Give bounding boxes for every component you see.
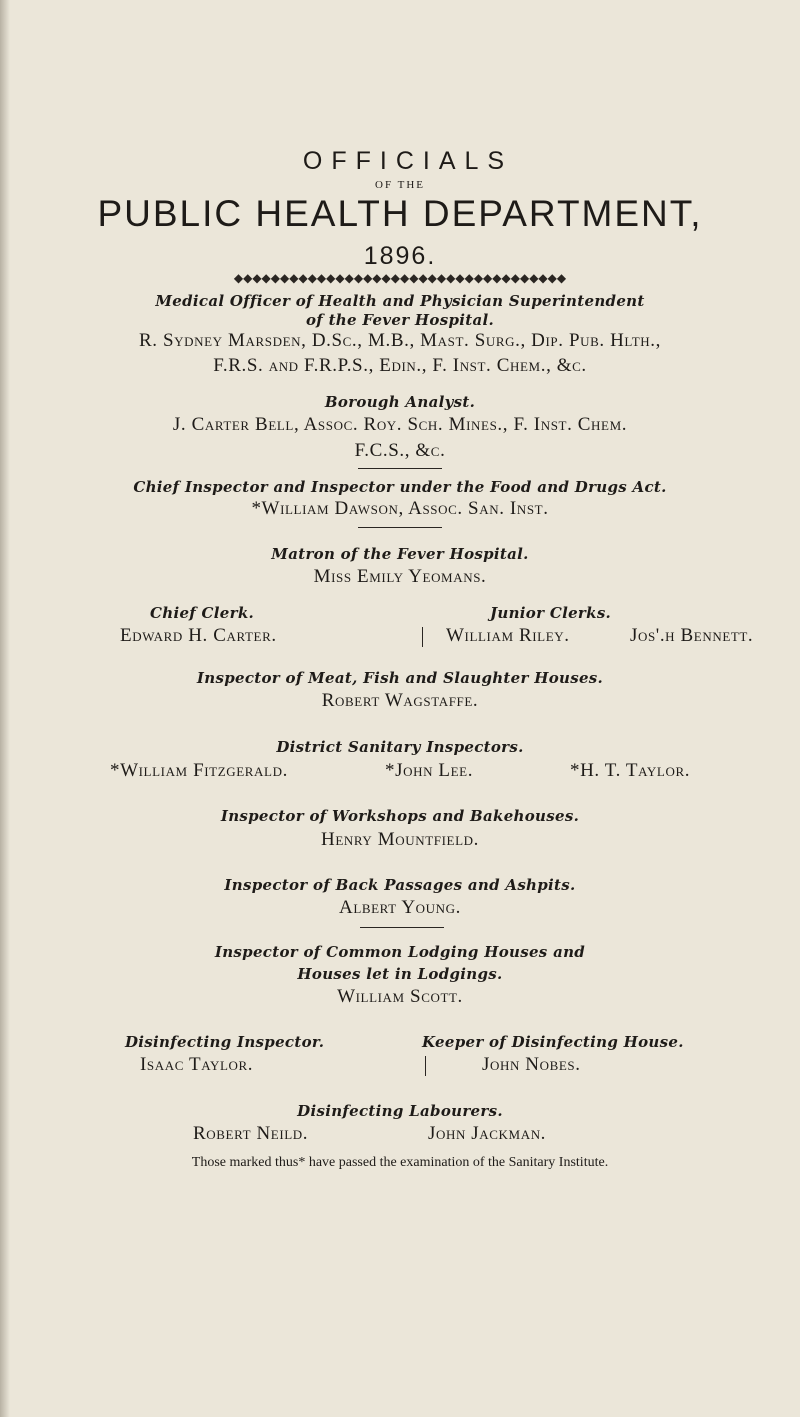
footnote: Those marked thus* have passed the examination of the Sanitary Institute.: [191, 1155, 609, 1170]
disinfecting-house-keeper-name: John Nobes.: [482, 1054, 581, 1075]
section-divider: [360, 927, 444, 928]
disinfecting-house-keeper-heading: Keeper of Disinfecting House.: [422, 1033, 684, 1051]
borough-analyst-name: J. Carter Bell, Assoc. Roy. Sch. Mines., F. Inst. Chem.: [172, 414, 628, 435]
lodging-inspector-name: William Scott.: [337, 986, 463, 1007]
medical-officer-name: R. Sydney Marsden, D.Sc., M.B., Mast. Surg., Dip. Pub. Hlth.,: [139, 330, 661, 351]
district-inspector-name-2: *John Lee.: [385, 760, 474, 781]
column-separator: [425, 1056, 426, 1076]
chief-clerk-name: Edward H. Carter.: [120, 625, 277, 646]
section-divider: [358, 468, 442, 469]
back-passages-inspector-heading: Inspector of Back Passages and Ashpits.: [224, 876, 576, 894]
meat-inspector-heading: Inspector of Meat, Fish and Slaughter Houses.: [196, 669, 604, 687]
borough-analyst-heading: Borough Analyst.: [324, 393, 476, 411]
labourer-name-1: Robert Neild.: [193, 1123, 309, 1144]
junior-clerk-name-2: Jos'.h Bennett.: [630, 625, 754, 646]
district-inspector-name-1: *William Fitzgerald.: [110, 760, 288, 781]
matron-name: Miss Emily Yeomans.: [313, 566, 487, 587]
medical-officer-qualifications: F.R.S. and F.R.P.S., Edin., F. Inst. Chem., &c.: [213, 355, 587, 376]
matron-heading: Matron of the Fever Hospital.: [271, 545, 529, 563]
disinfecting-inspector-heading: Disinfecting Inspector.: [125, 1033, 325, 1051]
year-heading: 1896.: [363, 242, 437, 270]
junior-clerk-name-1: William Riley.: [446, 625, 570, 646]
disinfecting-labourers-heading: Disinfecting Labourers.: [297, 1102, 503, 1120]
district-inspector-name-3: *H. T. Taylor.: [570, 760, 691, 781]
page-title: OFFICIALS: [302, 147, 514, 175]
department-title: PUBLIC HEALTH DEPARTMENT,: [97, 193, 703, 234]
lodging-inspector-heading: Inspector of Common Lodging Houses and: [214, 943, 586, 961]
junior-clerks-heading: Junior Clerks.: [490, 604, 612, 622]
chief-inspector-name: *William Dawson, Assoc. San. Inst.: [251, 498, 549, 519]
back-passages-inspector-name: Albert Young.: [339, 897, 461, 918]
disinfecting-inspector-name: Isaac Taylor.: [140, 1054, 254, 1075]
chief-clerk-heading: Chief Clerk.: [150, 604, 255, 622]
meat-inspector-name: Robert Wagstaffe.: [321, 690, 479, 711]
diamond-ornament-rule: ◆◆◆◆◆◆◆◆◆◆◆◆◆◆◆◆◆◆◆◆◆◆◆◆◆◆◆◆◆◆◆◆◆◆◆◆: [233, 271, 567, 285]
labourer-name-2: John Jackman.: [428, 1123, 547, 1144]
borough-analyst-qualifications: F.C.S., &c.: [354, 440, 446, 461]
chief-inspector-heading: Chief Inspector and Inspector under the Food and Drugs Act.: [133, 478, 667, 496]
medical-officer-heading: Medical Officer of Health and Physician Superintendent: [155, 292, 645, 310]
workshops-inspector-name: Henry Mountfield.: [321, 829, 479, 850]
medical-officer-heading-line2: of the Fever Hospital.: [305, 311, 494, 329]
of-the-caption: OF THE: [375, 179, 425, 191]
lodging-inspector-heading-line2: Houses let in Lodgings.: [297, 965, 503, 983]
section-divider: [358, 527, 442, 528]
district-inspectors-heading: District Sanitary Inspectors.: [276, 738, 524, 756]
column-separator: [422, 627, 423, 647]
workshops-inspector-heading: Inspector of Workshops and Bakehouses.: [220, 807, 580, 825]
